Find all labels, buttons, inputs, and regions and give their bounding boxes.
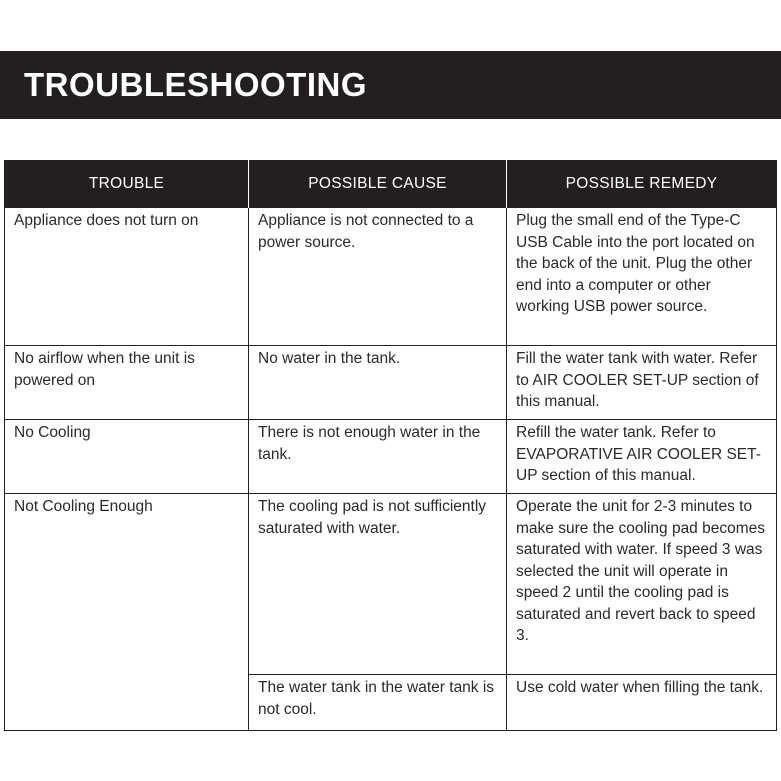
table-row [5, 494, 777, 675]
trouble-cell: Not Cooling Enough [5, 494, 249, 731]
cause-cell: Appliance is not connected to a power source. [249, 208, 507, 346]
column-header-trouble: TROUBLE [5, 160, 249, 208]
table-row [5, 208, 777, 346]
table-row [5, 420, 777, 494]
table-row [5, 346, 777, 420]
page-title: TROUBLESHOOTING [24, 66, 367, 103]
remedy-cell: Operate the unit for 2-3 minutes to make sure the cooling pad becomes saturated with water. If speed 3 was selected the unit will operate in speed 2 until the cooling pad is saturated and revert back to speed 3. [507, 494, 777, 675]
remedy-cell: Fill the water tank with water. Refer to AIR COOLER SET-UP section of this manual. [507, 346, 777, 420]
remedy-cell: Plug the small end of the Type-C USB Cable into the port located on the back of the unit. Plug the other end into a computer or other working USB power source. [507, 208, 777, 346]
cause-cell: No water in the tank. [249, 346, 507, 420]
trouble-cell: No Cooling [5, 420, 249, 494]
column-header-cause: POSSIBLE CAUSE [249, 160, 507, 208]
cause-cell: The water tank in the water tank is not cool. [249, 675, 507, 731]
troubleshooting-table [4, 160, 777, 731]
trouble-cell: Appliance does not turn on [5, 208, 249, 346]
cause-cell: The cooling pad is not sufficiently saturated with water. [249, 494, 507, 675]
remedy-cell: Refill the water tank. Refer to EVAPORATIVE AIR COOLER SET-UP section of this manual. [507, 420, 777, 494]
cause-cell: There is not enough water in the tank. [249, 420, 507, 494]
title-banner [0, 51, 781, 119]
column-header-remedy: POSSIBLE REMEDY [507, 160, 777, 208]
table-header-row [5, 160, 777, 208]
trouble-cell: No airflow when the unit is powered on [5, 346, 249, 420]
remedy-cell: Use cold water when filling the tank. [507, 675, 777, 731]
